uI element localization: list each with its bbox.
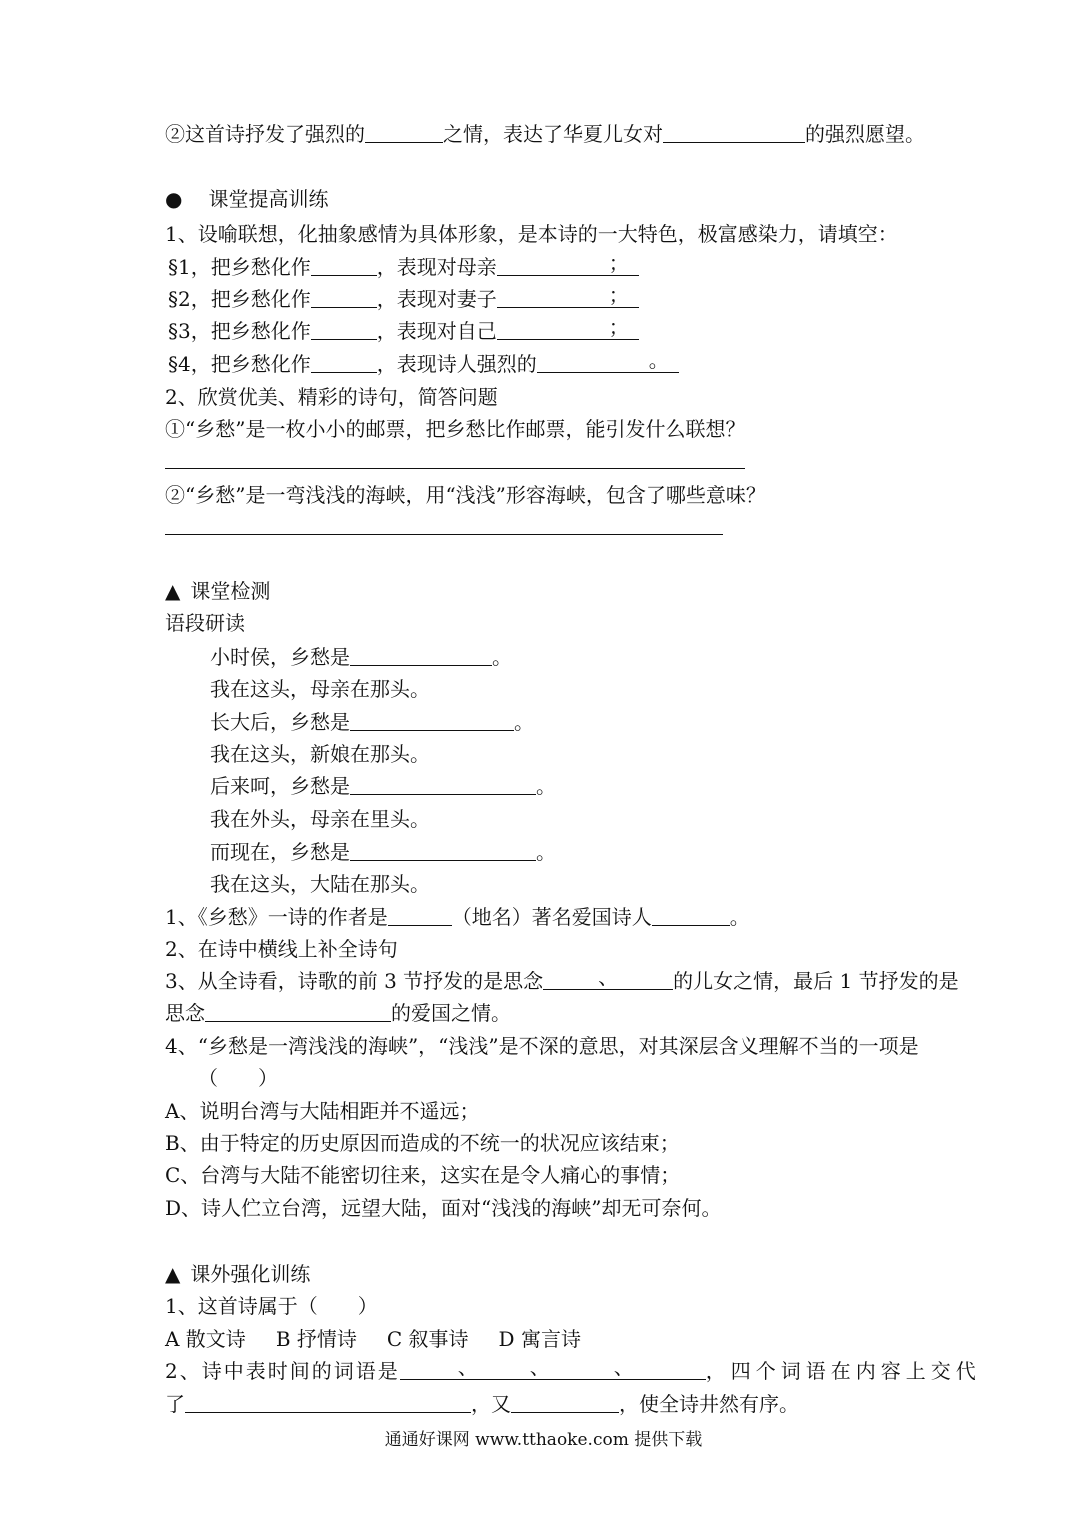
question: 3、从全诗看，诗歌的前 3 节抒发的是思念 、 的儿女之情，最后 1 节抒发的是	[165, 965, 959, 993]
section-heading: ▲ 课外强化训练	[165, 1262, 311, 1286]
question: ②“乡愁”是一弯浅浅的海峡，用“浅浅”形容海峡，包含了哪些意味？	[165, 483, 766, 507]
answer-blank[interactable]	[663, 122, 805, 143]
answer-blank[interactable]	[350, 710, 514, 731]
option[interactable]: D 寓言诗	[498, 1327, 581, 1351]
option: D、诗人伫立台湾，远望大陆，面对“浅浅的海峡”却无可奈何。	[165, 1196, 722, 1220]
answer-blank[interactable]	[628, 1359, 706, 1380]
answer-blank[interactable]	[311, 352, 377, 373]
answer-blank[interactable]	[185, 1392, 471, 1413]
answer-blank[interactable]: ；	[497, 319, 639, 340]
poem-line: 我在外头，母亲在里头。	[210, 807, 430, 831]
poem-line: 长大后，乡愁是 。	[210, 710, 534, 734]
poem-line: 我在这头，母亲在那头。	[210, 677, 430, 701]
poem-line: 小时侯，乡愁是 。	[210, 645, 512, 669]
question: 2、诗中表时间的词语是 、 、 、 ，四个词语在内容上交代	[165, 1355, 981, 1383]
answer-blank[interactable]: ；	[497, 287, 639, 308]
question: 2、欣赏优美、精彩的诗句，简答问题	[165, 385, 498, 409]
poem-line: 我在这头，新娘在那头。	[210, 742, 430, 766]
triangle-icon: ▲	[165, 579, 181, 603]
answer-line[interactable]	[165, 534, 723, 535]
option: A、说明台湾与大陆相距并不遥远；	[165, 1099, 480, 1123]
section-heading: ● 课堂提高训练	[165, 187, 329, 211]
options-row	[165, 1325, 581, 1353]
subheading: 语段研读	[165, 611, 245, 635]
answer-blank[interactable]: 。	[537, 352, 679, 373]
option[interactable]: B 抒情诗	[275, 1327, 357, 1351]
question: ①“乡愁”是一枚小小的邮票，把乡愁比作邮票，能引发什么联想？	[165, 417, 746, 441]
question: 1、《乡愁》一诗的作者是 （地名）著名爱国诗人 。	[165, 905, 750, 929]
answer-blank[interactable]: ；	[497, 255, 639, 276]
answer-blank[interactable]	[350, 645, 492, 666]
answer-blank[interactable]: 、	[472, 1359, 544, 1380]
answer-blank[interactable]	[350, 774, 536, 795]
answer-blank[interactable]	[388, 905, 452, 926]
question: 4、“乡愁是一湾浅浅的海峡”，“浅浅”是不深的意思，对其深层含义理解不当的一项是	[165, 1034, 919, 1058]
answer-blank[interactable]	[350, 840, 536, 861]
answer-blank[interactable]	[311, 319, 377, 340]
question: 1、设喻联想，化抽象感情为具体形象，是本诗的一大特色，极富感染力，请填空：	[165, 222, 898, 246]
answer-blank[interactable]: 、	[400, 1359, 472, 1380]
section-heading: ▲ 课堂检测	[165, 579, 271, 603]
question: 1、这首诗属于（ ）	[165, 1294, 378, 1318]
answer-blank[interactable]	[652, 905, 730, 926]
answer-blank[interactable]	[311, 255, 377, 276]
q2-intro: ②这首诗抒发了强烈的 之情，表达了华夏儿女对 的强烈愿望。	[165, 122, 925, 146]
answer-blank[interactable]	[311, 287, 377, 308]
option[interactable]: C 叙事诗	[386, 1327, 469, 1351]
bullet-icon: ●	[165, 187, 183, 211]
fill-item: §2，把乡愁化作 ，表现对妻子 ；	[168, 285, 639, 313]
fill-item: §3，把乡愁化作 ，表现对自己 ；	[168, 317, 639, 345]
question-continued: 了 ，又 ，使全诗井然有序。	[165, 1392, 799, 1416]
answer-blank[interactable]	[511, 1392, 619, 1413]
triangle-icon: ▲	[165, 1262, 181, 1286]
question-continued: 思念 的爱国之情。	[165, 1001, 511, 1025]
fill-item: §1，把乡愁化作 ，表现对母亲 ；	[168, 253, 639, 281]
poem-line: 而现在，乡愁是 。	[210, 840, 556, 864]
poem-line: 后来呵，乡愁是 。	[210, 774, 556, 798]
answer-blank[interactable]: 、	[543, 969, 673, 990]
footer: 通通好课网 www.tthaoke.com 提供下载	[384, 1430, 703, 1450]
option: C、台湾与大陆不能密切往来，这实在是令人痛心的事情；	[165, 1163, 681, 1187]
answer-line[interactable]	[165, 468, 745, 469]
answer-blank[interactable]	[205, 1001, 391, 1022]
question: 2、在诗中横线上补全诗句	[165, 937, 398, 961]
answer-blank[interactable]	[365, 122, 443, 143]
answer-blank[interactable]: 、	[544, 1359, 628, 1380]
fill-item: §4，把乡愁化作 ，表现诗人强烈的 。	[168, 350, 679, 378]
option: B、由于特定的历史原因而造成的不统一的状况应该结束；	[165, 1131, 680, 1155]
option[interactable]: A 散文诗	[165, 1327, 246, 1351]
poem-line: 我在这头，大陆在那头。	[210, 872, 430, 896]
answer-paren[interactable]: （ ）	[198, 1066, 278, 1090]
